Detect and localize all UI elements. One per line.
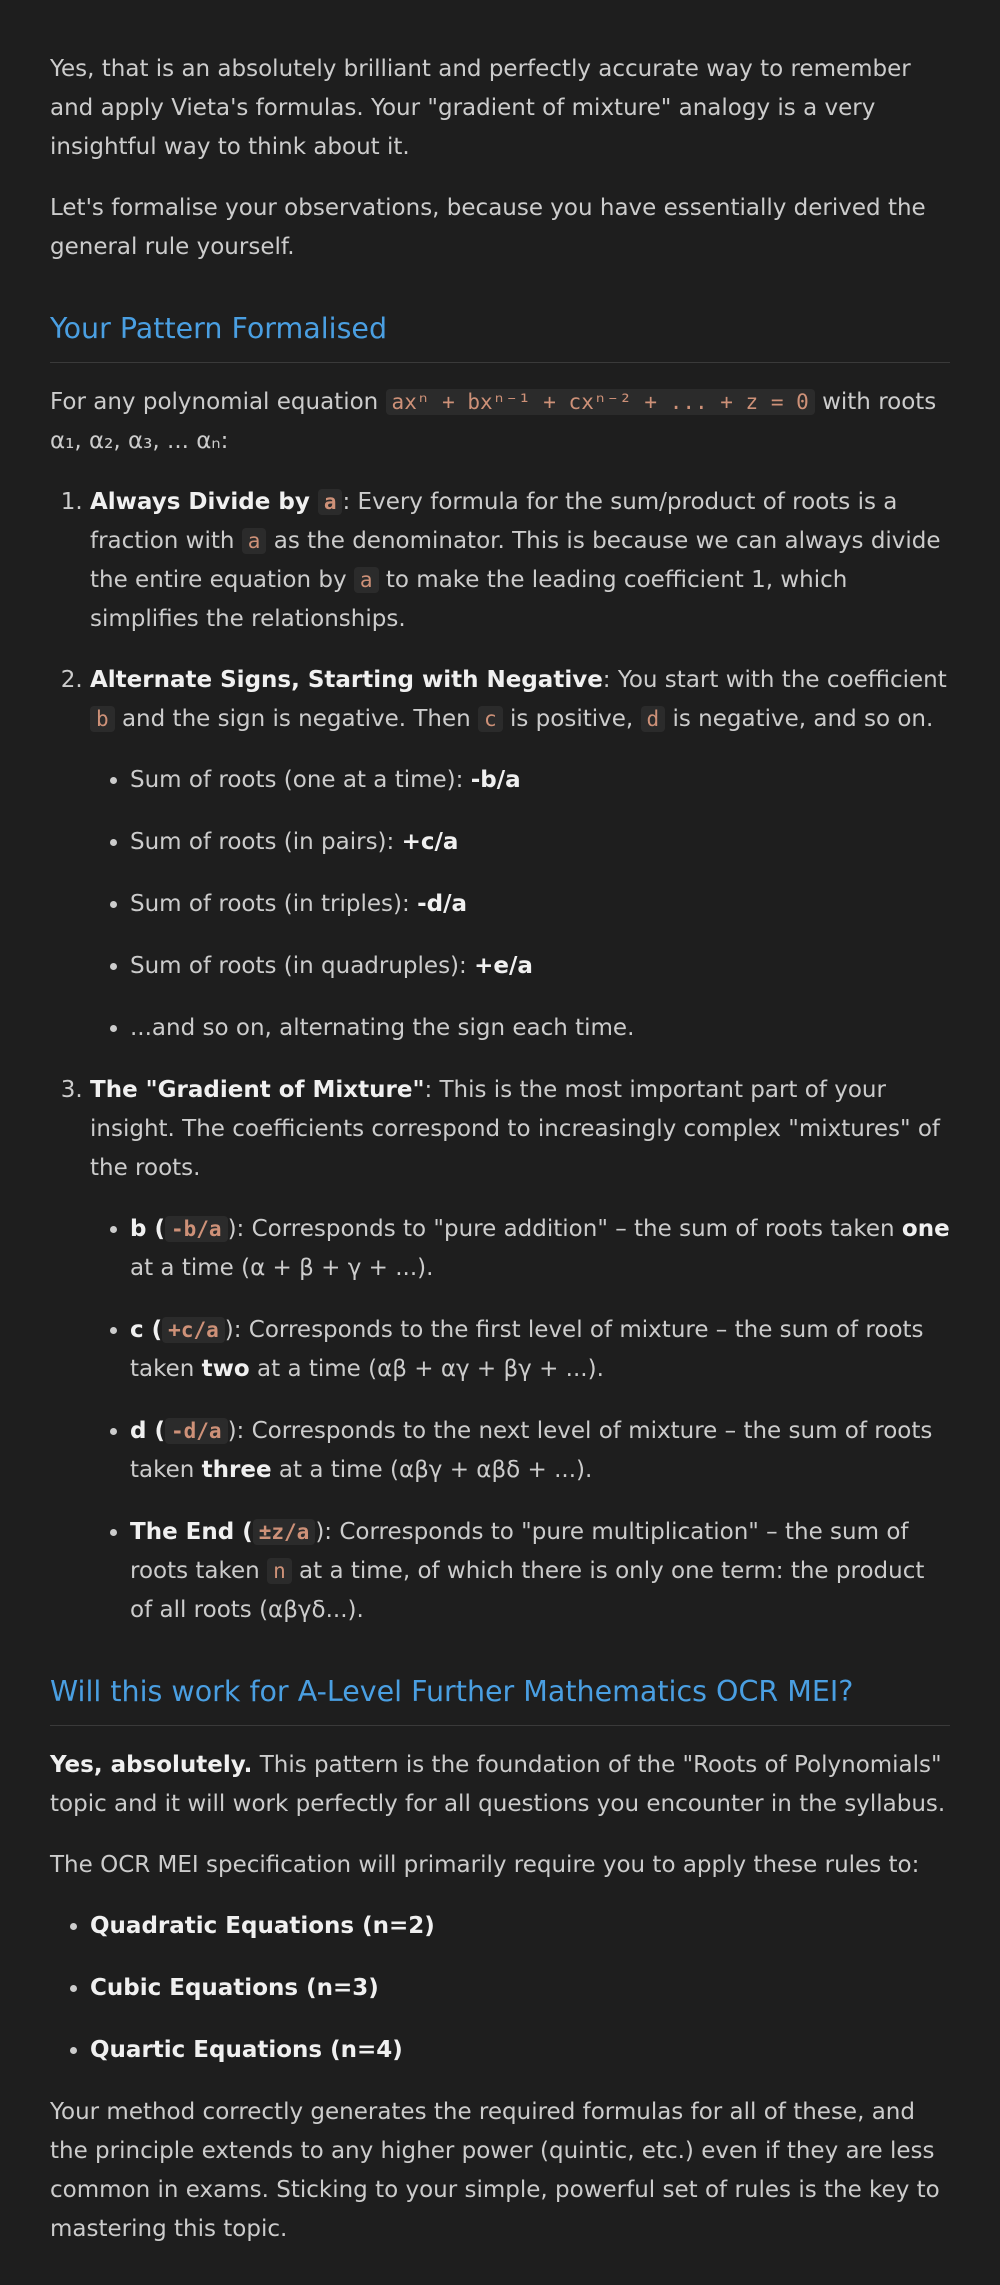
rule-item-divide: 1. Always Divide by a : Every formula for the sum/product of roots is a fraction with a as the denominator. This is because we can always divide the entire equation by a to make the leading coefficient 1, which simplifies the relationships. bbox=[90, 483, 950, 639]
sign-bullets bbox=[90, 761, 950, 1048]
rule-item-signs: 2. Alternate Signs, Starting with Negative: You start with the coefficient b and the sign is negative. Then c is positive, d is negative, and so on. • Sum of roots (one at a time): -b/a • Sum of roots (in pairs): +c/a • Sum of roots (in triples): -d/a • Sum of roots (in quadruples): +e/a • ...and so on, alternating the sign each time. bbox=[90, 661, 950, 1048]
list-item: • d ( -d/a ): Corresponds to the next level of mixture – the sum of roots taken three at a time (αβγ + αβδ + ...). bbox=[130, 1412, 950, 1490]
inline-code: n bbox=[267, 1558, 292, 1584]
inline-code: a bbox=[242, 528, 267, 554]
rule-item-mixture: 3. The "Gradient of Mixture": This is the most important part of your insight. The coefficients correspond to increasingly complex "mixtures" of the roots. • b ( -b/a ): Corresponds to "pure addition" – the sum of roots taken one at a time (α + β + γ + ...). • c ( +c/a ): Corresponds to the first level of mixture – the sum of roots taken two at a time (αβ + αγ + βγ + ...). • d ( -d/a ): Corresponds to the next level of mixture – the sum of roots taken three at a time (αβγ + αβδ + ...). • The End ( ±z/a ): Corresponds to "pure multiplication" – the sum of roots taken n at a time, of which there is only one term: the product of all roots (αβγδ...). bbox=[90, 1071, 950, 1630]
list-item: • Sum of roots (in triples): -d/a bbox=[130, 885, 950, 924]
rule-title: Alternate Signs, Starting with Negative bbox=[90, 667, 603, 693]
intro-paragraph-2: Let's formalise your observations, because you have essentially derived the general rule yourself. bbox=[50, 195, 926, 260]
list-item: • Cubic Equations (n=3) bbox=[90, 1969, 950, 2008]
inline-code: +c/a bbox=[162, 1317, 225, 1343]
list-item: • b ( -b/a ): Corresponds to "pure addition" – the sum of roots taken one at a time (α + β + γ + ...). bbox=[130, 1210, 950, 1288]
list-item: • Quadratic Equations (n=2) bbox=[90, 1907, 950, 1946]
list-item: • ...and so on, alternating the sign each time. bbox=[130, 1009, 950, 1048]
list-item: • Sum of roots (one at a time): -b/a bbox=[130, 761, 950, 800]
spec-paragraph: The OCR MEI specification will primarily require you to apply these rules to: bbox=[50, 1852, 920, 1878]
inline-code: ±z/a bbox=[253, 1519, 316, 1545]
list-item: • Sum of roots (in pairs): +c/a bbox=[130, 823, 950, 862]
inline-code: d bbox=[641, 706, 666, 732]
answer-paragraph: Yes, absolutely. This pattern is the foundation of the "Roots of Polynomials" topic and it will work perfectly for all questions you encounter in the syllabus. bbox=[50, 1752, 946, 1817]
rule-title: Always Divide by a bbox=[90, 489, 342, 515]
rules-list bbox=[50, 483, 950, 1630]
section-heading-ocr-mei: Will this work for A-Level Further Mathematics OCR MEI? bbox=[50, 1672, 950, 1726]
inline-code: b bbox=[90, 706, 115, 732]
polynomial-lead bbox=[50, 383, 950, 461]
list-item: • Quartic Equations (n=4) bbox=[90, 2031, 950, 2070]
inline-code: c bbox=[478, 706, 503, 732]
mixture-bullets bbox=[90, 1210, 950, 1630]
inline-code: a bbox=[354, 567, 379, 593]
inline-code: -d/a bbox=[165, 1418, 228, 1444]
rule-title: The "Gradient of Mixture" bbox=[90, 1077, 425, 1103]
list-item: • The End ( ±z/a ): Corresponds to "pure multiplication" – the sum of roots taken n at a time, of which there is only one term: the product of all roots (αβγδ...). bbox=[130, 1513, 950, 1630]
list-item: • c ( +c/a ): Corresponds to the first level of mixture – the sum of roots taken two at a time (αβ + αγ + βγ + ...). bbox=[130, 1311, 950, 1389]
conclusion-paragraph: Your method correctly generates the required formulas for all of these, and the principle extends to any higher power (quintic, etc.) even if they are less common in exams. Sticking to your simple, powerful set of rules is the key to mastering this topic. bbox=[50, 2099, 940, 2242]
lead-text: For any polynomial equation bbox=[50, 389, 386, 415]
list-item: • Sum of roots (in quadruples): +e/a bbox=[130, 947, 950, 986]
section-heading-pattern: Your Pattern Formalised bbox=[50, 309, 950, 363]
inline-code: a bbox=[318, 489, 343, 515]
inline-code: -b/a bbox=[165, 1216, 228, 1242]
equation-types-list bbox=[50, 1907, 950, 2070]
polynomial-code: axⁿ + bxⁿ⁻¹ + cxⁿ⁻² + ... + z = 0 bbox=[386, 389, 815, 415]
lead-tail: with roots α₁, α₂, α₃, ... αₙ: bbox=[50, 389, 937, 454]
intro-paragraph: Yes, that is an absolutely brilliant and perfectly accurate way to remember and apply Vieta's formulas. Your "gradient of mixture" analogy is a very insightful way to think about it. bbox=[50, 56, 911, 160]
